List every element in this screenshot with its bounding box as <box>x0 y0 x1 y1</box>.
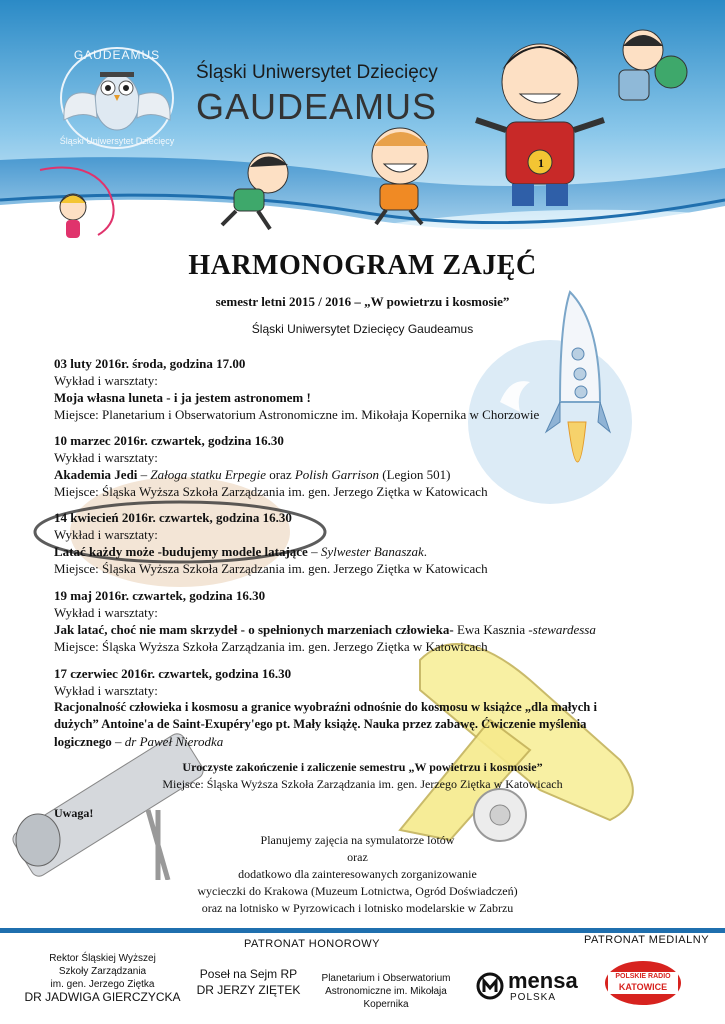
event-4-topic <box>54 621 596 638</box>
org-brand: GAUDEAMUS <box>196 86 438 127</box>
rector-line-1: Rektor Śląskiej Wyższej <box>49 953 156 964</box>
logo-ring-bottom-text: Śląski Uniwersytet Dziecięcy <box>59 136 175 146</box>
event-5-topic-line-3 <box>54 733 223 750</box>
event-2-topic-tail: (Legion 501) <box>379 467 451 482</box>
radio-line-2: KATOWICE <box>618 982 668 992</box>
radio-line-1: POLSKIE RADIO <box>615 973 671 980</box>
event-5-topic-end: logicznego <box>54 734 112 749</box>
event-1-kind: Wykład i warsztaty: <box>54 373 158 388</box>
mensa-wordmark: mensa <box>508 968 578 993</box>
event-5-kind: Wykład i warsztaty: <box>54 683 158 698</box>
footer-divider <box>0 928 725 933</box>
laughing-boy-illustration <box>350 118 460 228</box>
medal-number: 1 <box>538 156 544 170</box>
ball-boy-illustration <box>605 20 695 110</box>
event-1-date: 03 luty 2016r. środa, godzina 17.00 <box>54 356 246 371</box>
event-4-date: 19 maj 2016r. czwartek, godzina 16.30 <box>54 588 266 603</box>
notice-line-4: wycieczki do Krakowa (Muzeum Lotnictwa, Ogród Doświadczeń) <box>197 884 518 898</box>
event-4-kind: Wykład i warsztaty: <box>54 605 158 620</box>
event-5-topic-line-2: dużych” Antoine'a de Saint-Exupéry'ego pt. Mały książę. Nauka przez zabawę. Ćwiczenie myślenia <box>54 717 587 731</box>
event-3-person: Sylwester Banaszak <box>320 544 424 559</box>
event-4-role: stewardessa <box>532 622 596 637</box>
event-2-date: 10 marzec 2016r. czwartek, godzina 16.30 <box>54 433 284 448</box>
medal-boy-illustration <box>470 30 610 210</box>
event-1-topic: Moja własna luneta - i ja jestem astronomem ! <box>54 390 311 405</box>
event-2-place: Miejsce: Śląska Wyższa Szkoła Zarządzania im. gen. Jerzego Ziętka w Katowicach <box>54 484 488 499</box>
closing-title: Uroczyste zakończenie i zaliczenie semestru „W powietrzu i kosmosie” <box>182 760 543 774</box>
event-2-guest-1: Załoga statku Erpegie <box>150 467 266 482</box>
organizer-line: Śląski Uniwersytet Dziecięcy Gaudeamus <box>251 322 474 336</box>
event-4-person: Ewa Kasznia - <box>453 622 533 637</box>
rector-line-3: im. gen. Jerzego Ziętka <box>50 979 155 990</box>
org-name: Śląski Uniwersytet Dziecięcy <box>196 62 438 83</box>
semester-subtitle: semestr letni 2015 / 2016 – „W powietrzu i kosmosie” <box>215 294 510 309</box>
rector-block <box>20 952 185 1004</box>
event-2-guest-2: Polish Garrison <box>294 467 379 482</box>
event-2-topic-dash: – <box>137 467 151 482</box>
logo-ring-top-text: GAUDEAMUS <box>73 48 161 62</box>
running-boy-illustration <box>206 145 316 235</box>
posel-title: Poseł na Sejm RP <box>199 967 298 981</box>
footer-patronage <box>0 920 725 1024</box>
event-2-topic-and: oraz <box>265 467 295 482</box>
page-title: HARMONOGRAM ZAJĘĆ <box>188 250 537 281</box>
rector-line-2: Szkoły Zarządzania <box>58 966 147 977</box>
rector-name: DR JADWIGA GIERCZYCKA <box>24 990 181 1004</box>
event-3-place: Miejsce: Śląska Wyższa Szkoła Zarządzania im. gen. Jerzego Ziętka w Katowicach <box>54 561 488 576</box>
event-5-person: – dr Paweł Nierodka <box>111 734 224 749</box>
event-3-kind: Wykład i warsztaty: <box>54 527 158 542</box>
patronat-honorowy-label: PATRONAT HONOROWY <box>244 938 381 950</box>
planetarium-line-2: Astronomiczne im. Mikołaja Kopernika <box>325 986 447 1010</box>
event-5-topic-line-1: Racjonalność człowieka i kosmosu a granice wyobraźni odnośnie do kosmosu w książce „dla małych i <box>54 700 597 714</box>
patronat-medialny-label: PATRONAT MEDIALNY <box>584 934 710 946</box>
notice-text <box>180 832 535 917</box>
closing-place: Miejsce: Śląska Wyższa Szkoła Zarządzania im. gen. Jerzego Ziętka w Katowicach <box>162 777 563 791</box>
event-3-topic-dash: – <box>307 544 321 559</box>
notice-line-1: Planujemy zajęcia na symulatorze lotów <box>260 833 455 847</box>
event-4-topic-title: Jak latać, choć nie mam skrzydeł - o spełnionych marzeniach człowieka- <box>54 622 454 637</box>
notice-line-5: oraz na lotnisko w Pyrzowicach i lotnisko modelarskie w Zabrzu <box>201 901 514 915</box>
notice-line-2: oraz <box>347 850 368 864</box>
event-2-kind: Wykład i warsztaty: <box>54 450 158 465</box>
mensa-logo <box>476 970 586 1004</box>
radio-katowice-logo <box>600 958 686 1008</box>
event-2-topic <box>54 466 450 483</box>
event-5-date: 17 czerwiec 2016r. czwartek, godzina 16.30 <box>54 666 292 681</box>
planetarium-line-1: Planetarium i Obserwatorium <box>321 973 451 984</box>
planetarium-block <box>306 972 466 1011</box>
notice-line-3: dodatkowo dla zainteresowanych zorganizowanie <box>238 867 477 881</box>
event-3-topic-title: Latać każdy może -budujemy modele latające <box>54 544 308 559</box>
header-banner <box>0 0 725 240</box>
gaudeamus-logo <box>52 40 182 160</box>
event-4-place: Miejsce: Śląska Wyższa Szkoła Zarządzania im. gen. Jerzego Ziętka w Katowicach <box>54 639 488 654</box>
mensa-emblem-icon <box>476 972 504 1000</box>
posel-block <box>196 966 301 998</box>
event-2-topic-title: Akademia Jedi <box>54 467 138 482</box>
event-3-topic <box>54 543 427 560</box>
posel-name: DR JERZY ZIĘTEK <box>196 983 301 997</box>
gymnast-girl-illustration <box>28 165 138 240</box>
event-3-date: 14 kwiecień 2016r. czwartek, godzina 16.30 <box>54 510 292 525</box>
notice-label: Uwaga! <box>54 806 94 820</box>
event-3-topic-end: . <box>423 544 427 559</box>
event-1-place: Miejsce: Planetarium i Obserwatorium Astronomiczne im. Mikołaja Kopernika w Chorzowie <box>54 407 540 422</box>
mensa-country: POLSKA <box>510 992 557 1003</box>
